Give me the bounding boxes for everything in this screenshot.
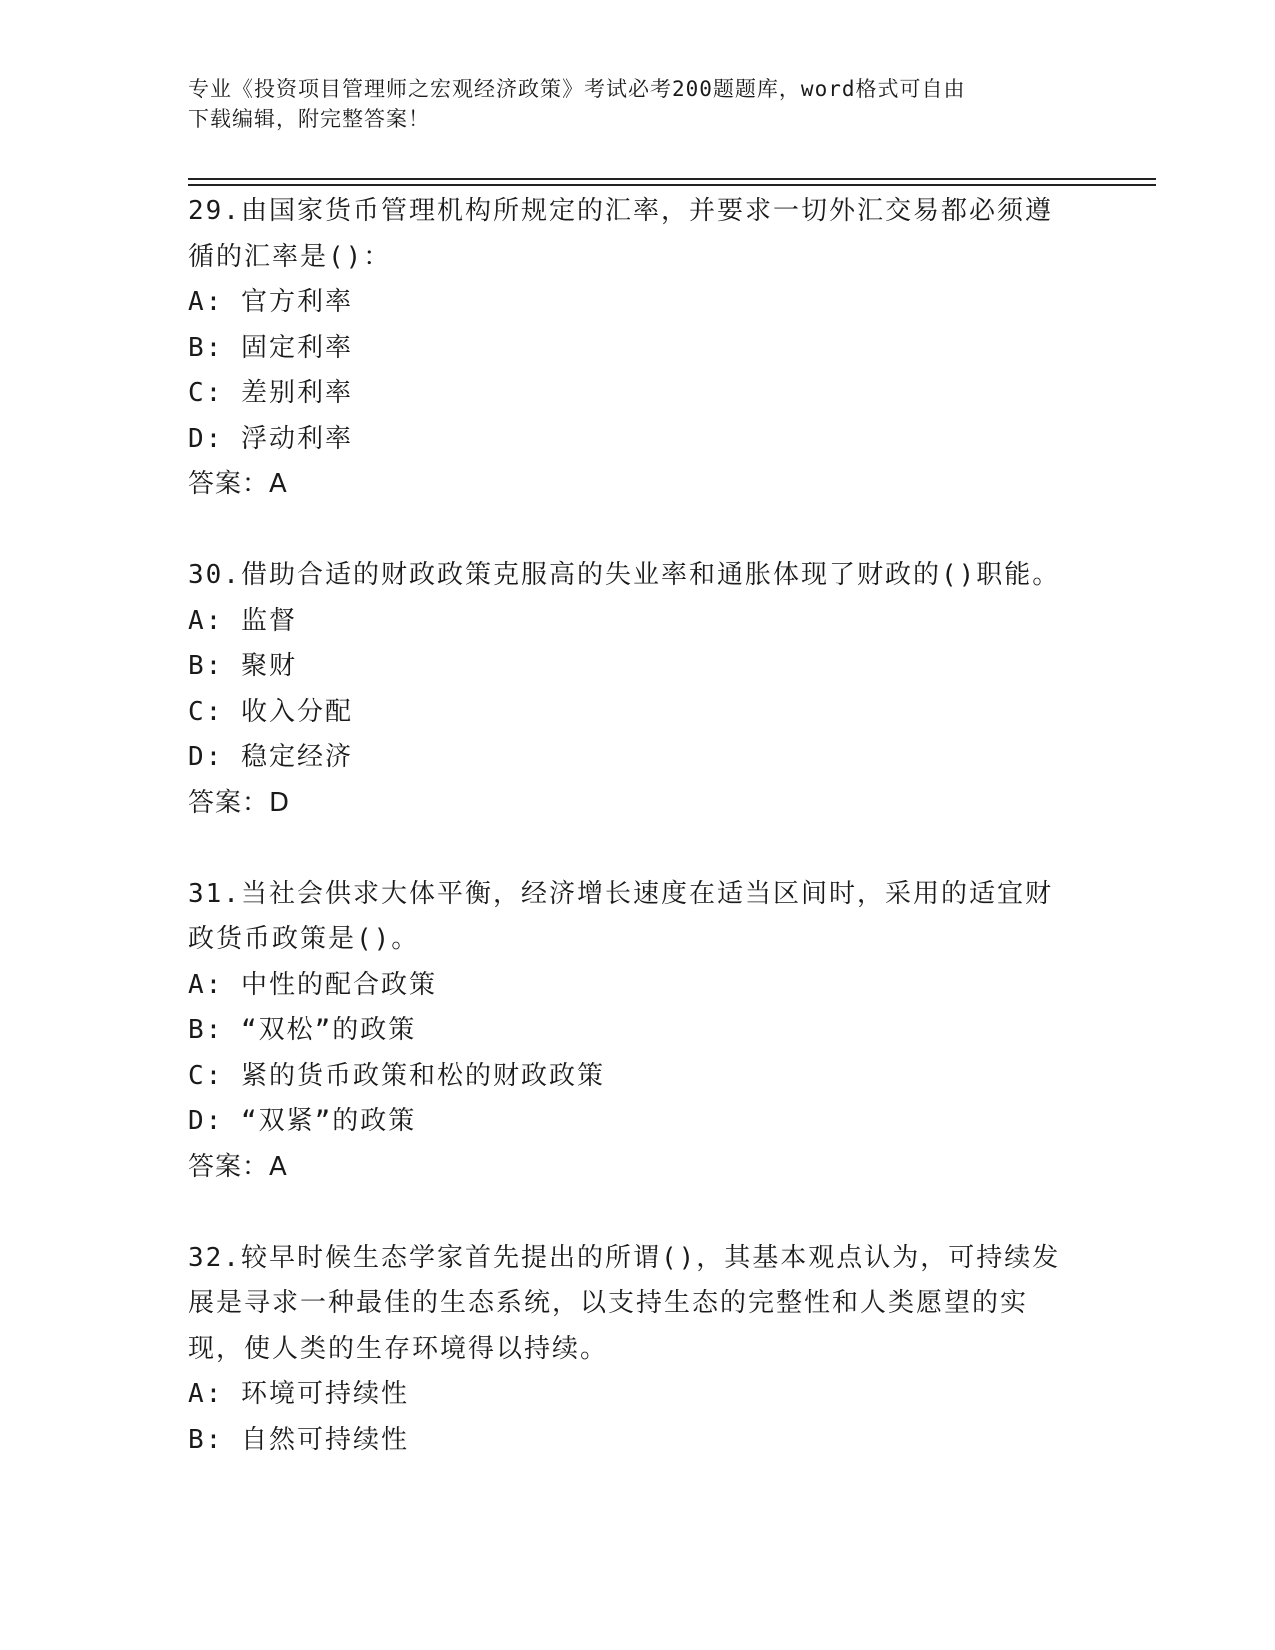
answer-line: 答案：D xyxy=(188,787,291,818)
option-text: 环境可持续性 xyxy=(240,1379,409,1409)
option-letter: D: xyxy=(188,1106,224,1136)
option-b xyxy=(188,1418,1088,1464)
option-text: 中性的配合政策 xyxy=(240,969,437,1000)
option-text: 浮动利率 xyxy=(240,423,353,454)
question-stem-line: 现，使人类的生存环境得以持续。 xyxy=(188,1333,609,1364)
option-d xyxy=(188,735,1088,781)
option-letter: B: xyxy=(188,1424,224,1455)
option-b xyxy=(188,1008,1088,1054)
intro-line-1: 专业《投资项目管理师之宏观经济政策》考试必考200题题库，word格式可自由 xyxy=(188,77,966,101)
option-text: 固定利率 xyxy=(240,332,353,363)
question-stem-line: 32.较早时候生态学家首先提出的所谓()，其基本观点认为，可持续发 xyxy=(188,1242,1061,1273)
option-text: 监督 xyxy=(240,605,297,636)
question-32 xyxy=(188,1236,1088,1464)
question-stem-line: 展是寻求一种最佳的生态系统，以支持生态的完整性和人类愿望的实 xyxy=(188,1288,1029,1318)
question-stem-line: 31.当社会供求大体平衡，经济增长速度在适当区间时，采用的适宜财 xyxy=(188,878,1053,909)
option-c xyxy=(188,371,1088,417)
option-d xyxy=(188,1099,1088,1145)
option-a xyxy=(188,599,1088,645)
option-letter: A: xyxy=(188,605,224,636)
option-letter: B: xyxy=(188,1015,224,1045)
option-text: 稳定经济 xyxy=(240,742,353,772)
question-31 xyxy=(188,872,1088,1191)
document-intro xyxy=(188,74,1088,134)
option-b xyxy=(188,644,1088,690)
option-b xyxy=(188,326,1088,372)
question-29 xyxy=(188,189,1088,508)
question-stem-line: 29.由国家货币管理机构所规定的汇率，并要求一切外汇交易都必须遵 xyxy=(188,196,1053,226)
option-letter: C: xyxy=(188,378,224,408)
question-stem-line: 循的汇率是()： xyxy=(188,241,392,272)
intro-line-2: 下载编辑，附完整答案！ xyxy=(188,107,430,131)
option-letter: A: xyxy=(188,969,224,1000)
option-letter: D: xyxy=(188,423,224,454)
option-text: 收入分配 xyxy=(240,696,353,727)
option-letter: C: xyxy=(188,1060,224,1091)
question-30 xyxy=(188,553,1088,826)
option-a xyxy=(188,280,1088,326)
option-text: “双紧”的政策 xyxy=(240,1106,417,1136)
option-c xyxy=(188,1054,1088,1100)
option-letter: C: xyxy=(188,696,224,727)
header-divider-top xyxy=(188,178,1156,180)
option-text: 聚财 xyxy=(240,651,297,681)
option-text: 紧的货币政策和松的财政政策 xyxy=(240,1060,605,1091)
question-stem-line: 政货币政策是()。 xyxy=(188,924,420,954)
option-letter: B: xyxy=(188,651,224,681)
option-letter: D: xyxy=(188,742,224,772)
option-letter: B: xyxy=(188,332,224,363)
option-a xyxy=(188,1372,1088,1418)
question-stem-line: 30.借助合适的财政政策克服高的失业率和通胀体现了财政的()职能。 xyxy=(188,560,1061,590)
answer-line: 答案：A xyxy=(188,469,288,499)
header-divider-bottom xyxy=(188,184,1156,186)
option-d xyxy=(188,417,1088,463)
option-letter: A: xyxy=(188,1379,224,1409)
option-text: 差别利率 xyxy=(240,378,353,408)
option-c xyxy=(188,690,1088,736)
option-text: 自然可持续性 xyxy=(240,1424,409,1455)
option-text: 官方利率 xyxy=(240,287,353,317)
option-text: “双松”的政策 xyxy=(240,1015,417,1045)
question-list xyxy=(188,189,1088,1509)
answer-line: 答案：A xyxy=(188,1151,288,1182)
option-letter: A: xyxy=(188,287,224,317)
option-a xyxy=(188,963,1088,1009)
